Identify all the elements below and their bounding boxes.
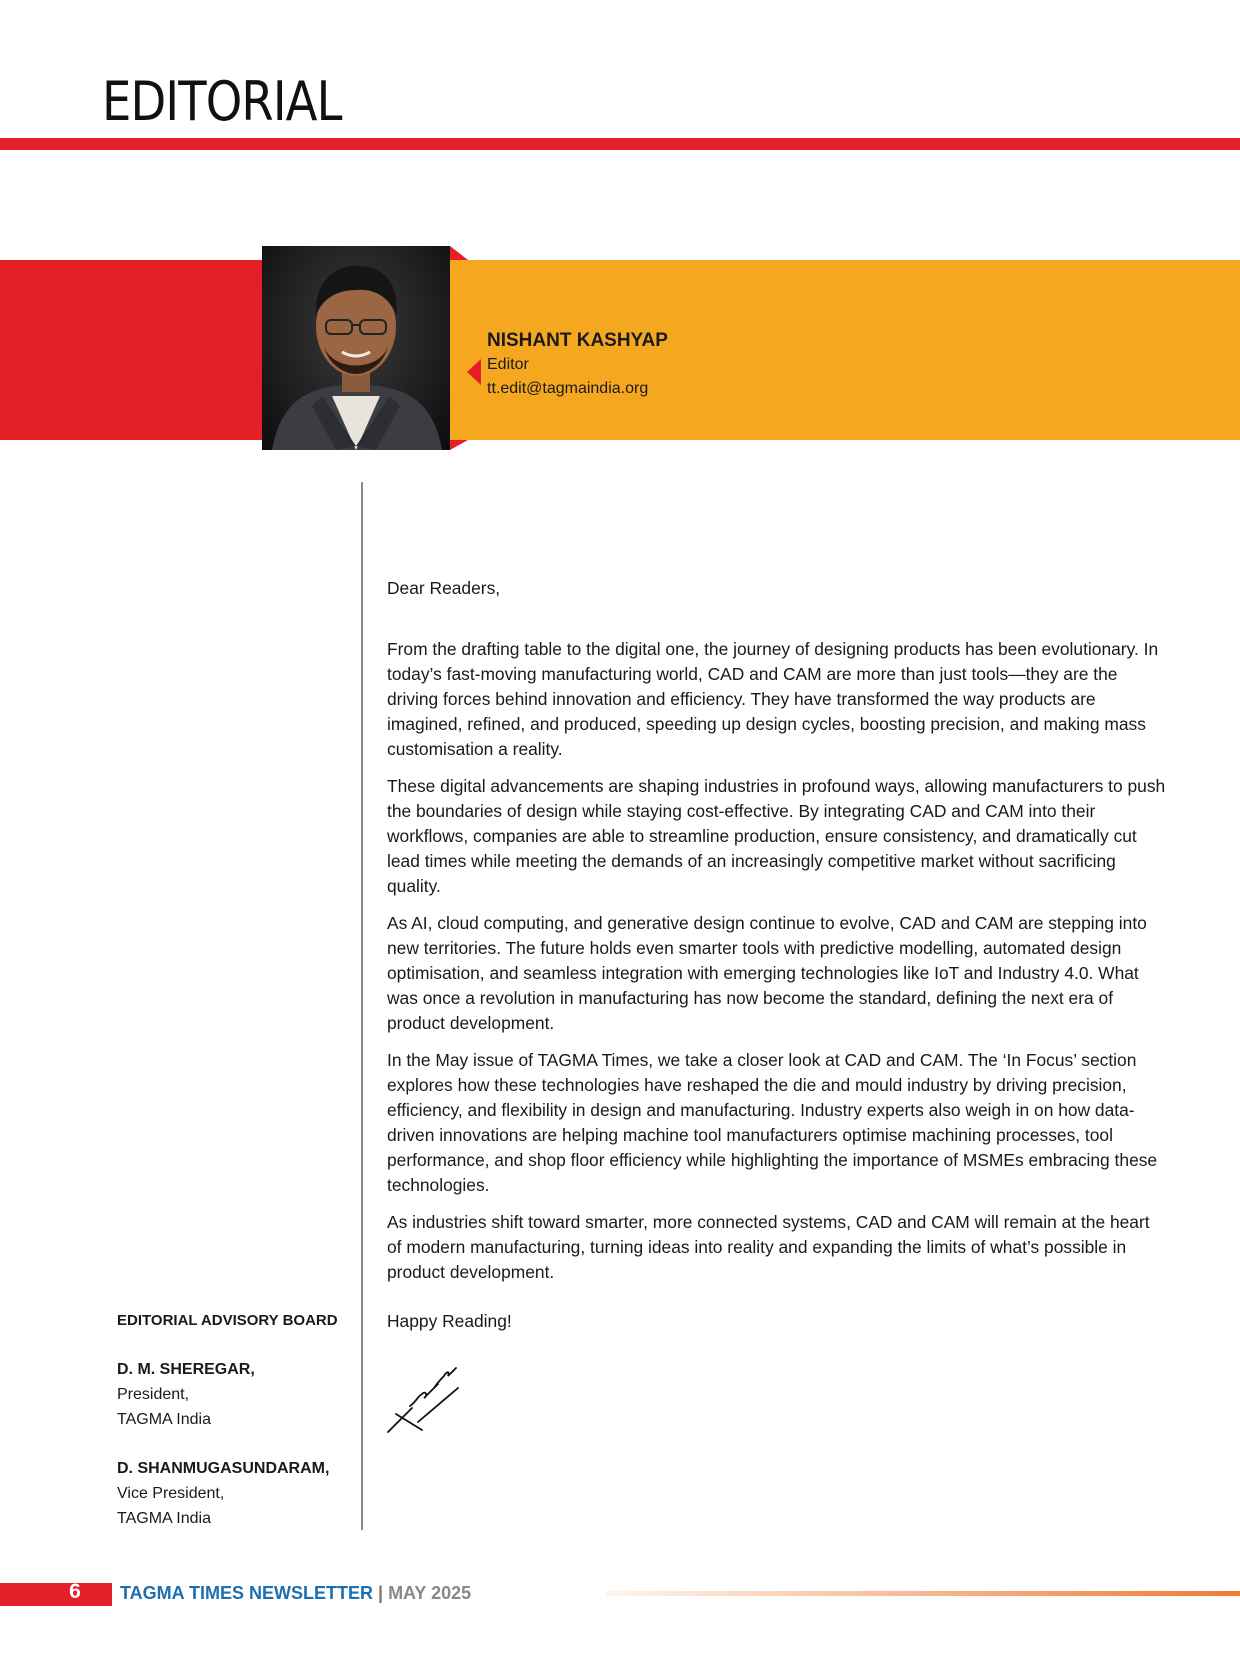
advisory-board — [117, 1308, 357, 1555]
letter-body — [387, 576, 1167, 1346]
member-position: President, — [117, 1386, 190, 1403]
editor-photo — [262, 246, 450, 450]
page-number: 6 — [69, 1580, 81, 1603]
member-org: TAGMA India — [117, 1411, 211, 1428]
footer-gradient-line — [606, 1591, 1240, 1596]
member-position: Vice President, — [117, 1485, 225, 1502]
member-name: D. M. SHEREGAR, — [117, 1361, 255, 1378]
board-member — [117, 1456, 357, 1531]
editor-email[interactable]: tt.edit@tagmaindia.org — [487, 380, 649, 397]
header-band-red — [0, 260, 262, 440]
member-name: D. SHANMUGASUNDARAM, — [117, 1460, 330, 1477]
photo-corner-accent — [450, 246, 468, 260]
issue-date: MAY 2025 — [388, 1583, 472, 1603]
photo-corner-accent — [450, 440, 468, 450]
editor-info — [487, 330, 668, 404]
paragraph: From the drafting table to the digital one, the journey of designing products has been evolutionary. In today’s fast-moving manufacturing world, CAD and CAM are more than just tools—they are the driving forces behind innovation and efficiency. They have transformed the way products are imagined, refined, and produced, speeding up design cycles, boosting precision, and making mass customisation a reality. — [387, 639, 1159, 759]
pointer-arrow-icon — [467, 359, 481, 385]
board-member — [117, 1357, 357, 1432]
footer-separator: | — [378, 1583, 384, 1603]
editor-role: Editor — [487, 356, 529, 373]
paragraph: As AI, cloud computing, and generative design continue to evolve, CAD and CAM are stepping into new territories. The future holds even smarter tools with predictive modelling, automated design optimisation, and seamless integration with emerging technologies like IoT and Industry 4.0. What was once a revolution in manufacturing has now become the standard, defining the next era of product development. — [387, 913, 1147, 1033]
editor-name: NISHANT KASHYAP — [487, 330, 668, 351]
column-divider — [361, 482, 363, 1530]
editor-portrait-icon — [262, 246, 450, 450]
footer-publication — [120, 1583, 471, 1604]
title-rule — [0, 138, 1240, 150]
salutation: Dear Readers, — [387, 578, 501, 598]
closing-line: Happy Reading! — [387, 1311, 512, 1331]
paragraph: These digital advancements are shaping industries in profound ways, allowing manufacturers to push the boundaries of design while staying cost-effective. By integrating CAD and CAM into their workflows, companies are able to streamline production, ensure consistency, and dramatically cut lead times while meeting the demands of an increasingly competitive market without sacrificing quality. — [387, 776, 1166, 896]
publication-name: TAGMA TIMES NEWSLETTER — [120, 1583, 373, 1603]
footer-page-tab — [0, 1583, 112, 1606]
page-title: EDITORIAL — [102, 70, 342, 133]
member-org: TAGMA India — [117, 1510, 211, 1527]
paragraph: As industries shift toward smarter, more connected systems, CAD and CAM will remain at the heart of modern manufacturing, turning ideas into reality and expanding the limits of what’s possible in product development. — [387, 1212, 1150, 1282]
paragraph: In the May issue of TAGMA Times, we take a closer look at CAD and CAM. The ‘In Focus’ section explores how these technologies have reshaped the die and mould industry by driving precision, efficiency, and flexibility in design and manufacturing. Industry experts also weigh in on how data-driven innovations are helping machine tool manufacturers optimise machining processes, tool performance, and shop floor efficiency while highlighting the importance of MSMEs embracing these technologies. — [387, 1050, 1158, 1195]
board-title: EDITORIAL ADVISORY BOARD — [117, 1312, 338, 1329]
signature-icon — [382, 1358, 462, 1438]
